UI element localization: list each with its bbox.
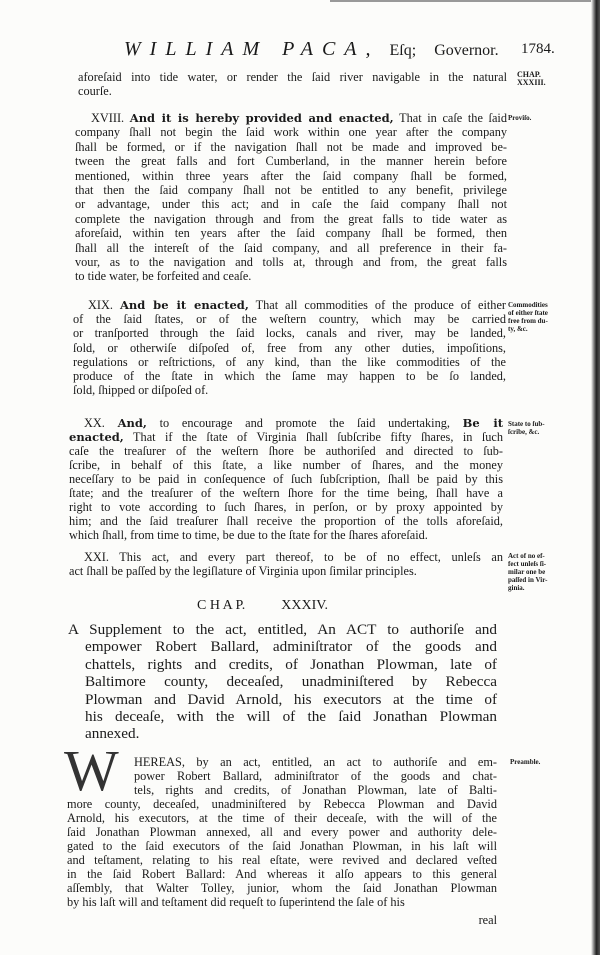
xix-line: regulations or reſtrictions, of any kind, than the like commodities of the	[73, 354, 506, 369]
text-segment: That if the ſtate of Virginia ſhall ſubſcribe fifty ſhares, in ſuch	[133, 430, 503, 444]
xviii-line: ſhall all the intereſt of the ſaid company, and all preference in their fa-	[75, 240, 507, 255]
xx-line: which ſhall, from time to time, be due to the ſtate for the ſhares aforeſaid.	[69, 528, 428, 542]
blackletter-text: And be it enacted,	[119, 298, 249, 312]
xviii-line: ſhall be formed, or if the navigation ſhall not be made and improved be-	[75, 139, 507, 154]
text-segment: XIX.	[88, 298, 113, 312]
margin-note-proviso	[508, 114, 560, 122]
running-header	[124, 38, 499, 61]
header-esq: Eſq;	[389, 42, 417, 59]
act-title-line: chattels, rights and credits, of Jonathan Plowman, late of	[85, 655, 497, 673]
header-governor: Governor.	[434, 42, 499, 59]
preamble-line: power Robert Ballard, adminiſtrator of the goods and chat-	[134, 769, 497, 783]
xix-line: produce of the ſtate in which the ſame may happen to be ſo landed,	[73, 369, 506, 383]
margin-note-commodities	[508, 301, 560, 333]
margin-note-line: Act of no ef-	[508, 552, 545, 560]
act-title-line: Baltimore county, deceaſed, unadminiſtered by Rebecca	[85, 673, 497, 691]
text-segment: to encourage and promote the ſaid undertaking,	[159, 416, 450, 430]
preamble-line: in the ſaid Robert Ballard: And whereas it alſo appears to this general	[67, 867, 497, 881]
blackletter-text: Be it	[462, 416, 504, 430]
xix-line	[88, 298, 506, 312]
xviii-line: vour, as to the navigation and tolls at, through and from, the great falls	[75, 255, 507, 269]
catchword: real	[478, 913, 497, 927]
xx-line	[69, 430, 503, 444]
blackletter-text: And,	[117, 416, 147, 430]
margin-note-line: ty, &c.	[508, 325, 528, 333]
blackletter-text: enacted,	[69, 430, 124, 444]
chapter-heading	[197, 598, 328, 614]
margin-note-line: ſcribe, &c.	[508, 428, 540, 436]
xxi-line: XXI. This act, and every part thereof, to be of no effect, unleſs an	[84, 550, 503, 564]
xx-line: ſcribe, in behalf of this ſtate, a like number of ſhares, and the money	[69, 458, 503, 472]
preamble-line: gated to the ſaid executors of the ſaid Jonathan Plowman, in his laſt will	[67, 839, 497, 853]
margin-note-chap	[517, 71, 569, 87]
act-title-line: his deceaſe, with the will of the ſaid Jonathan Plowman	[85, 708, 497, 725]
xix-line: ſold, or otherwiſe diſpoſed of, free from any other duties, impoſitions,	[73, 340, 506, 355]
margin-note-line: ginia.	[508, 584, 525, 592]
page-top-edge	[330, 0, 600, 2]
xviii-line: complete the navigation through and from the great falls to tide water as	[75, 211, 507, 226]
xix-line: or tranſported through the ſaid locks, canals and river, may be landed,	[73, 326, 506, 341]
xviii-line: that then the ſaid company ſhall not be entitled to any benefit, privilege	[75, 183, 507, 197]
preamble-line: and teſtament, relating to his real eſtate, were revived and declared veſted	[67, 853, 497, 867]
margin-note-state	[508, 420, 560, 436]
margin-note-line: CHAP.	[517, 70, 541, 79]
xviii-line: aforeſaid, within ten years after the ſaid company ſhall be formed, then	[75, 226, 507, 241]
margin-note-line: Commodities	[508, 301, 548, 309]
header-name: WILLIAM PACA,	[124, 38, 380, 60]
preamble-line: ſaid Jonathan Plowman annexed, all and every power and authority dele-	[67, 825, 497, 839]
margin-note-line: Preamble.	[510, 758, 541, 766]
blackletter-text: And it is hereby provided and enacted,	[129, 111, 394, 125]
margin-note-line: XXXIII.	[517, 78, 546, 87]
text-segment: XVIII.	[91, 111, 125, 125]
margin-note-act	[508, 552, 560, 592]
preamble-line: more county, deceaſed, unadminiſtered by Rebecca Plowman and David	[67, 797, 497, 811]
margin-note-line: milar one be	[508, 568, 546, 576]
margin-note-line: State to ſub-	[508, 420, 545, 428]
margin-note-line: Proviſo.	[508, 114, 532, 122]
text-segment: That in caſe the ſaid	[399, 111, 507, 125]
preamble-line: aſſembly, that Walter Tolley, junior, whom the ſaid Jonathan Plowman	[67, 881, 497, 895]
text-segment: That all commodities of the produce of either	[255, 298, 506, 312]
preamble-line: tels, rights and credits, of Jonathan Plowman, late of Balti-	[134, 783, 497, 797]
margin-note-line: fect unleſs ſi-	[508, 560, 547, 568]
xix-line: ſold, ſhipped or diſpoſed of.	[73, 383, 209, 398]
act-title-line: annexed.	[85, 725, 140, 743]
xx-line	[84, 416, 503, 430]
margin-note-preamble	[510, 758, 562, 766]
xviii-line: company ſhall not begin the ſaid work within one year after the company	[75, 125, 507, 140]
page-edge	[591, 0, 600, 955]
chapter-number: XXXIV.	[281, 598, 329, 613]
xx-line: neceſſary to be paid in conſequence of ſuch ſubſcription, ſhall be paid by this	[69, 472, 503, 486]
margin-note-line: paſſed in Vir-	[508, 576, 548, 584]
p0-line: aforeſaid into tide water, or render the ſaid river navigable in the natural	[78, 70, 507, 84]
xix-line: of the ſaid ſtates, or of the weſtern country, which may be carried	[73, 312, 506, 327]
xviii-line	[91, 111, 507, 125]
drop-cap: W	[64, 738, 119, 803]
xxi-line: act ſhall be paſſed by the legiſlature of Virginia upon ſimilar principles.	[69, 564, 417, 578]
xx-line: him; and the ſaid treaſurer ſhall receive the proportion of the tolls aforeſaid,	[69, 514, 503, 528]
xviii-line: tween the great falls and fort Cumberland, in the manner herein before	[75, 154, 507, 169]
xviii-line: or advantage, under this act; and in caſe the ſaid company ſhall not	[75, 197, 507, 212]
preamble-line: Arnold, his executors, at the time of their deceaſe, with the will of the	[67, 811, 497, 825]
p0-line: courſe.	[78, 83, 112, 98]
act-title-line: A Supplement to the act, entitled, An ACT to authoriſe and	[68, 621, 497, 638]
text-segment: XX.	[84, 416, 105, 430]
xx-line: right to vote according to ſuch ſhares, in perſon, or by proxy appointed by	[69, 500, 503, 514]
act-title-line: Plowman and David Arnold, his executors at the time of	[85, 690, 497, 708]
chapter-label: C H A P.	[197, 598, 246, 613]
xviii-line: to tide water, be forfeited and ceaſe.	[75, 269, 252, 284]
preamble-line: by his laſt will and teſtament did requeſt to ſuperintend the ſale of his	[67, 895, 405, 909]
xx-line: ſtate; and the treaſurer of the weſtern ſhore for the time being, ſhall have a	[69, 486, 503, 500]
preamble-line: HEREAS, by an act, entitled, an act to authoriſe and em-	[134, 755, 497, 769]
xx-line: caſe the treaſurer of the weſtern ſhore be authoriſed and directed to ſub-	[69, 444, 503, 458]
header-year: 1784.	[521, 41, 555, 57]
xviii-line: mentioned, within three years after the ſaid company ſhall be formed,	[75, 168, 507, 183]
margin-note-line: of either ſtate	[508, 309, 548, 317]
act-title-line: empower Robert Ballard, adminiſtrator of the goods and	[85, 638, 497, 656]
margin-note-line: free from du-	[508, 317, 548, 325]
